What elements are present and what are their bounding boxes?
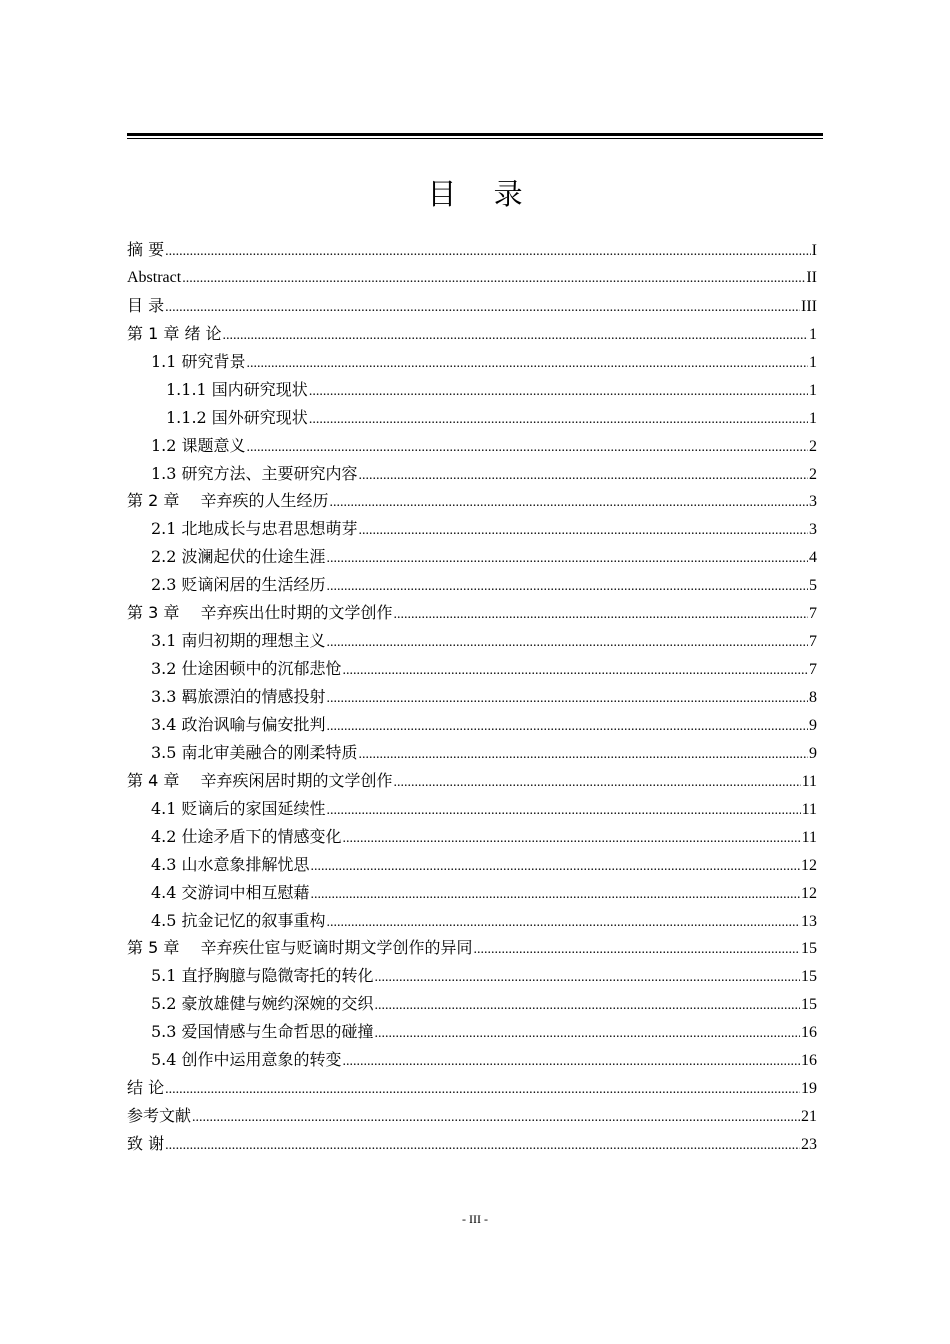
toc-entry[interactable] xyxy=(127,990,817,1018)
header-rule-thin xyxy=(127,138,823,139)
toc-dot-leader xyxy=(327,797,801,825)
toc-entry-page-number: 13 xyxy=(801,912,817,930)
toc-entry-page-number: 1 xyxy=(809,325,817,343)
toc-dot-leader xyxy=(247,350,808,378)
toc-entry-label: 第 1 章 绪 论 xyxy=(127,323,222,343)
toc-entry-page-number: II xyxy=(806,268,817,286)
toc-entry[interactable] xyxy=(127,487,817,515)
toc-entry-page-number: 11 xyxy=(801,800,817,818)
toc-dot-leader xyxy=(165,1132,800,1160)
toc-entry-page-number: I xyxy=(811,242,817,259)
toc-entry-page-number: III xyxy=(801,297,817,315)
toc-dot-leader xyxy=(375,992,800,1020)
toc-dot-leader xyxy=(327,629,808,657)
toc-entry[interactable] xyxy=(127,767,817,795)
toc-dot-leader xyxy=(393,769,800,797)
toc-entry[interactable] xyxy=(127,264,817,292)
toc-entry-label: 3.1 南归初期的理想主义 xyxy=(151,631,326,651)
toc-dot-leader xyxy=(309,406,808,434)
toc-entry-page-number: 21 xyxy=(801,1108,817,1126)
toc-entry-label: 5.2 豪放雄健与婉约深婉的交织 xyxy=(151,994,374,1014)
toc-entry[interactable] xyxy=(127,683,817,711)
toc-dot-leader xyxy=(329,489,808,517)
toc-entry[interactable] xyxy=(127,1102,817,1130)
toc-entry[interactable] xyxy=(127,795,817,823)
toc-entry-label: 第 3 章 辛弃疾出仕时期的文学创作 xyxy=(127,603,393,623)
toc-dot-leader xyxy=(327,685,808,713)
toc-entry-page-number: 1 xyxy=(809,353,817,371)
toc-entry[interactable] xyxy=(127,1046,817,1074)
toc-entry[interactable] xyxy=(127,348,817,376)
toc-dot-leader xyxy=(393,601,808,629)
toc-entry-label: 5.3 爱国情感与生命哲思的碰撞 xyxy=(151,1022,374,1042)
toc-dot-leader xyxy=(311,853,800,881)
toc-entry-label: 1.1 研究背景 xyxy=(151,351,246,371)
toc-entry-label: 4.4 交游词中相互慰藉 xyxy=(151,882,310,902)
toc-dot-leader xyxy=(223,322,808,350)
toc-entry-label: 致 谢 xyxy=(127,1134,165,1153)
toc-dot-leader xyxy=(327,545,808,573)
toc-entry-page-number: 4 xyxy=(809,549,817,567)
toc-entry[interactable] xyxy=(127,655,817,683)
toc-entry-label: 3.4 政治讽喻与偏安批判 xyxy=(151,714,326,734)
toc-entry-label: 4.1 贬谪后的家国延续性 xyxy=(151,798,326,818)
toc-entry-label: 5.4 创作中运用意象的转变 xyxy=(151,1050,342,1070)
toc-entry-label: 1.3 研究方法、主要研究内容 xyxy=(151,463,358,483)
toc-entry[interactable] xyxy=(127,571,817,599)
toc-entry-label: 2.2 波澜起伏的仕途生涯 xyxy=(151,547,326,567)
toc-entry-label: 4.2 仕途矛盾下的情感变化 xyxy=(151,826,342,846)
toc-entry-page-number: 15 xyxy=(801,940,817,958)
toc-entry-page-number: 16 xyxy=(801,1024,817,1042)
toc-entry[interactable] xyxy=(127,879,817,907)
toc-entry[interactable] xyxy=(127,320,817,348)
toc-entry-page-number: 1 xyxy=(809,409,817,427)
toc-entry-page-number: 15 xyxy=(801,996,817,1014)
toc-entry-label: 3.3 羁旅漂泊的情感投射 xyxy=(151,687,326,706)
toc-entry-label: 第 2 章 辛弃疾的人生经历 xyxy=(127,491,329,511)
toc-dot-leader xyxy=(327,713,808,741)
toc-entry-page-number: 15 xyxy=(801,968,817,986)
toc-entry[interactable] xyxy=(127,236,817,264)
toc-entry[interactable] xyxy=(127,711,817,739)
toc-entry-label: 1.1.2 国外研究现状 xyxy=(166,407,308,427)
toc-entry-page-number: 12 xyxy=(801,856,817,874)
toc-entry-page-number: 1 xyxy=(809,381,817,399)
toc-dot-leader xyxy=(309,378,808,406)
toc-entry[interactable] xyxy=(127,292,817,320)
toc-entry-label: Abstract xyxy=(127,268,182,286)
toc-entry[interactable] xyxy=(127,376,817,404)
toc-entry[interactable] xyxy=(127,599,817,627)
toc-dot-leader xyxy=(165,1076,800,1104)
toc-entry-page-number: 5 xyxy=(809,577,817,595)
toc-entry[interactable] xyxy=(127,543,817,571)
toc-entry-page-number: 3 xyxy=(809,521,817,539)
toc-dot-leader xyxy=(165,238,811,266)
toc-entry[interactable] xyxy=(127,851,817,879)
toc-dot-leader xyxy=(359,517,808,545)
toc-dot-leader xyxy=(247,434,808,462)
toc-entry-label: 第 5 章 辛弃疾仕宦与贬谪时期文学创作的异同 xyxy=(127,938,473,958)
page-title: 目 录 xyxy=(427,177,537,211)
toc-entry-label: 2.3 贬谪闲居的生活经历 xyxy=(151,575,326,595)
toc-entry-label: 2.1 北地成长与忠君思想萌芽 xyxy=(151,519,358,539)
toc-dot-leader xyxy=(165,294,800,322)
toc-entry-label: 4.3 山水意象排解忧思 xyxy=(151,854,310,874)
toc-entry-page-number: 19 xyxy=(801,1080,817,1098)
header-rule-thick xyxy=(127,133,823,136)
toc-entry[interactable] xyxy=(127,907,817,935)
toc-dot-leader xyxy=(327,573,808,601)
toc-entry[interactable] xyxy=(127,823,817,851)
toc-entry-label: 结 论 xyxy=(127,1078,165,1098)
toc-dot-leader xyxy=(327,909,800,937)
toc-entry[interactable] xyxy=(127,404,817,432)
toc-entry-page-number: 9 xyxy=(809,716,817,734)
toc-entry-page-number: 9 xyxy=(809,744,817,762)
toc-dot-leader xyxy=(343,657,808,685)
toc-entry[interactable] xyxy=(127,1018,817,1046)
toc-dot-leader xyxy=(473,936,800,964)
toc-entry[interactable] xyxy=(127,627,817,655)
toc-entry-label: 3.5 南北审美融合的刚柔特质 xyxy=(151,742,358,762)
toc-entry-label: 3.2 仕途困顿中的沉郁悲怆 xyxy=(151,659,342,679)
toc-entry-page-number: 2 xyxy=(809,437,817,455)
toc-entry[interactable] xyxy=(127,934,817,962)
toc-entry-label: 摘 要 xyxy=(127,240,165,259)
toc-entry-page-number: 23 xyxy=(801,1136,817,1153)
table-of-contents xyxy=(127,236,817,1158)
toc-entry-page-number: 2 xyxy=(809,465,817,483)
toc-dot-leader xyxy=(343,1048,800,1076)
toc-entry-label: 5.1 直抒胸臆与隐微寄托的转化 xyxy=(151,966,374,986)
toc-entry-label: 目 录 xyxy=(127,295,165,315)
toc-dot-leader xyxy=(359,462,808,490)
toc-entry[interactable] xyxy=(127,432,817,460)
toc-entry-label: 参考文献 xyxy=(127,1106,192,1126)
toc-entry[interactable] xyxy=(127,515,817,543)
toc-entry[interactable] xyxy=(127,1130,817,1158)
page-number-footer: - III - xyxy=(462,1212,488,1226)
toc-dot-leader xyxy=(359,741,808,769)
toc-entry-page-number: 11 xyxy=(801,828,817,846)
toc-entry-page-number: 12 xyxy=(801,884,817,902)
toc-dot-leader xyxy=(343,825,801,853)
toc-entry-label: 4.5 抗金记忆的叙事重构 xyxy=(151,910,326,930)
toc-dot-leader xyxy=(182,265,805,293)
toc-entry-page-number: 16 xyxy=(801,1052,817,1070)
toc-entry-page-number: 3 xyxy=(809,493,817,511)
toc-entry-page-number: 7 xyxy=(809,633,817,651)
toc-entry[interactable] xyxy=(127,739,817,767)
toc-entry[interactable] xyxy=(127,962,817,990)
toc-entry-page-number: 7 xyxy=(809,661,817,679)
toc-entry-page-number: 7 xyxy=(809,605,817,623)
toc-entry-label: 1.1.1 国内研究现状 xyxy=(166,379,308,399)
toc-entry[interactable] xyxy=(127,1074,817,1102)
toc-entry-label: 第 4 章 辛弃疾闲居时期的文学创作 xyxy=(127,770,393,790)
toc-entry-page-number: 11 xyxy=(801,772,817,790)
toc-dot-leader xyxy=(375,1020,800,1048)
toc-dot-leader xyxy=(192,1104,800,1132)
toc-entry[interactable] xyxy=(127,460,817,488)
toc-entry-page-number: 8 xyxy=(809,689,817,706)
toc-dot-leader xyxy=(375,964,800,992)
toc-dot-leader xyxy=(311,881,800,909)
toc-entry-label: 1.2 课题意义 xyxy=(151,435,246,455)
